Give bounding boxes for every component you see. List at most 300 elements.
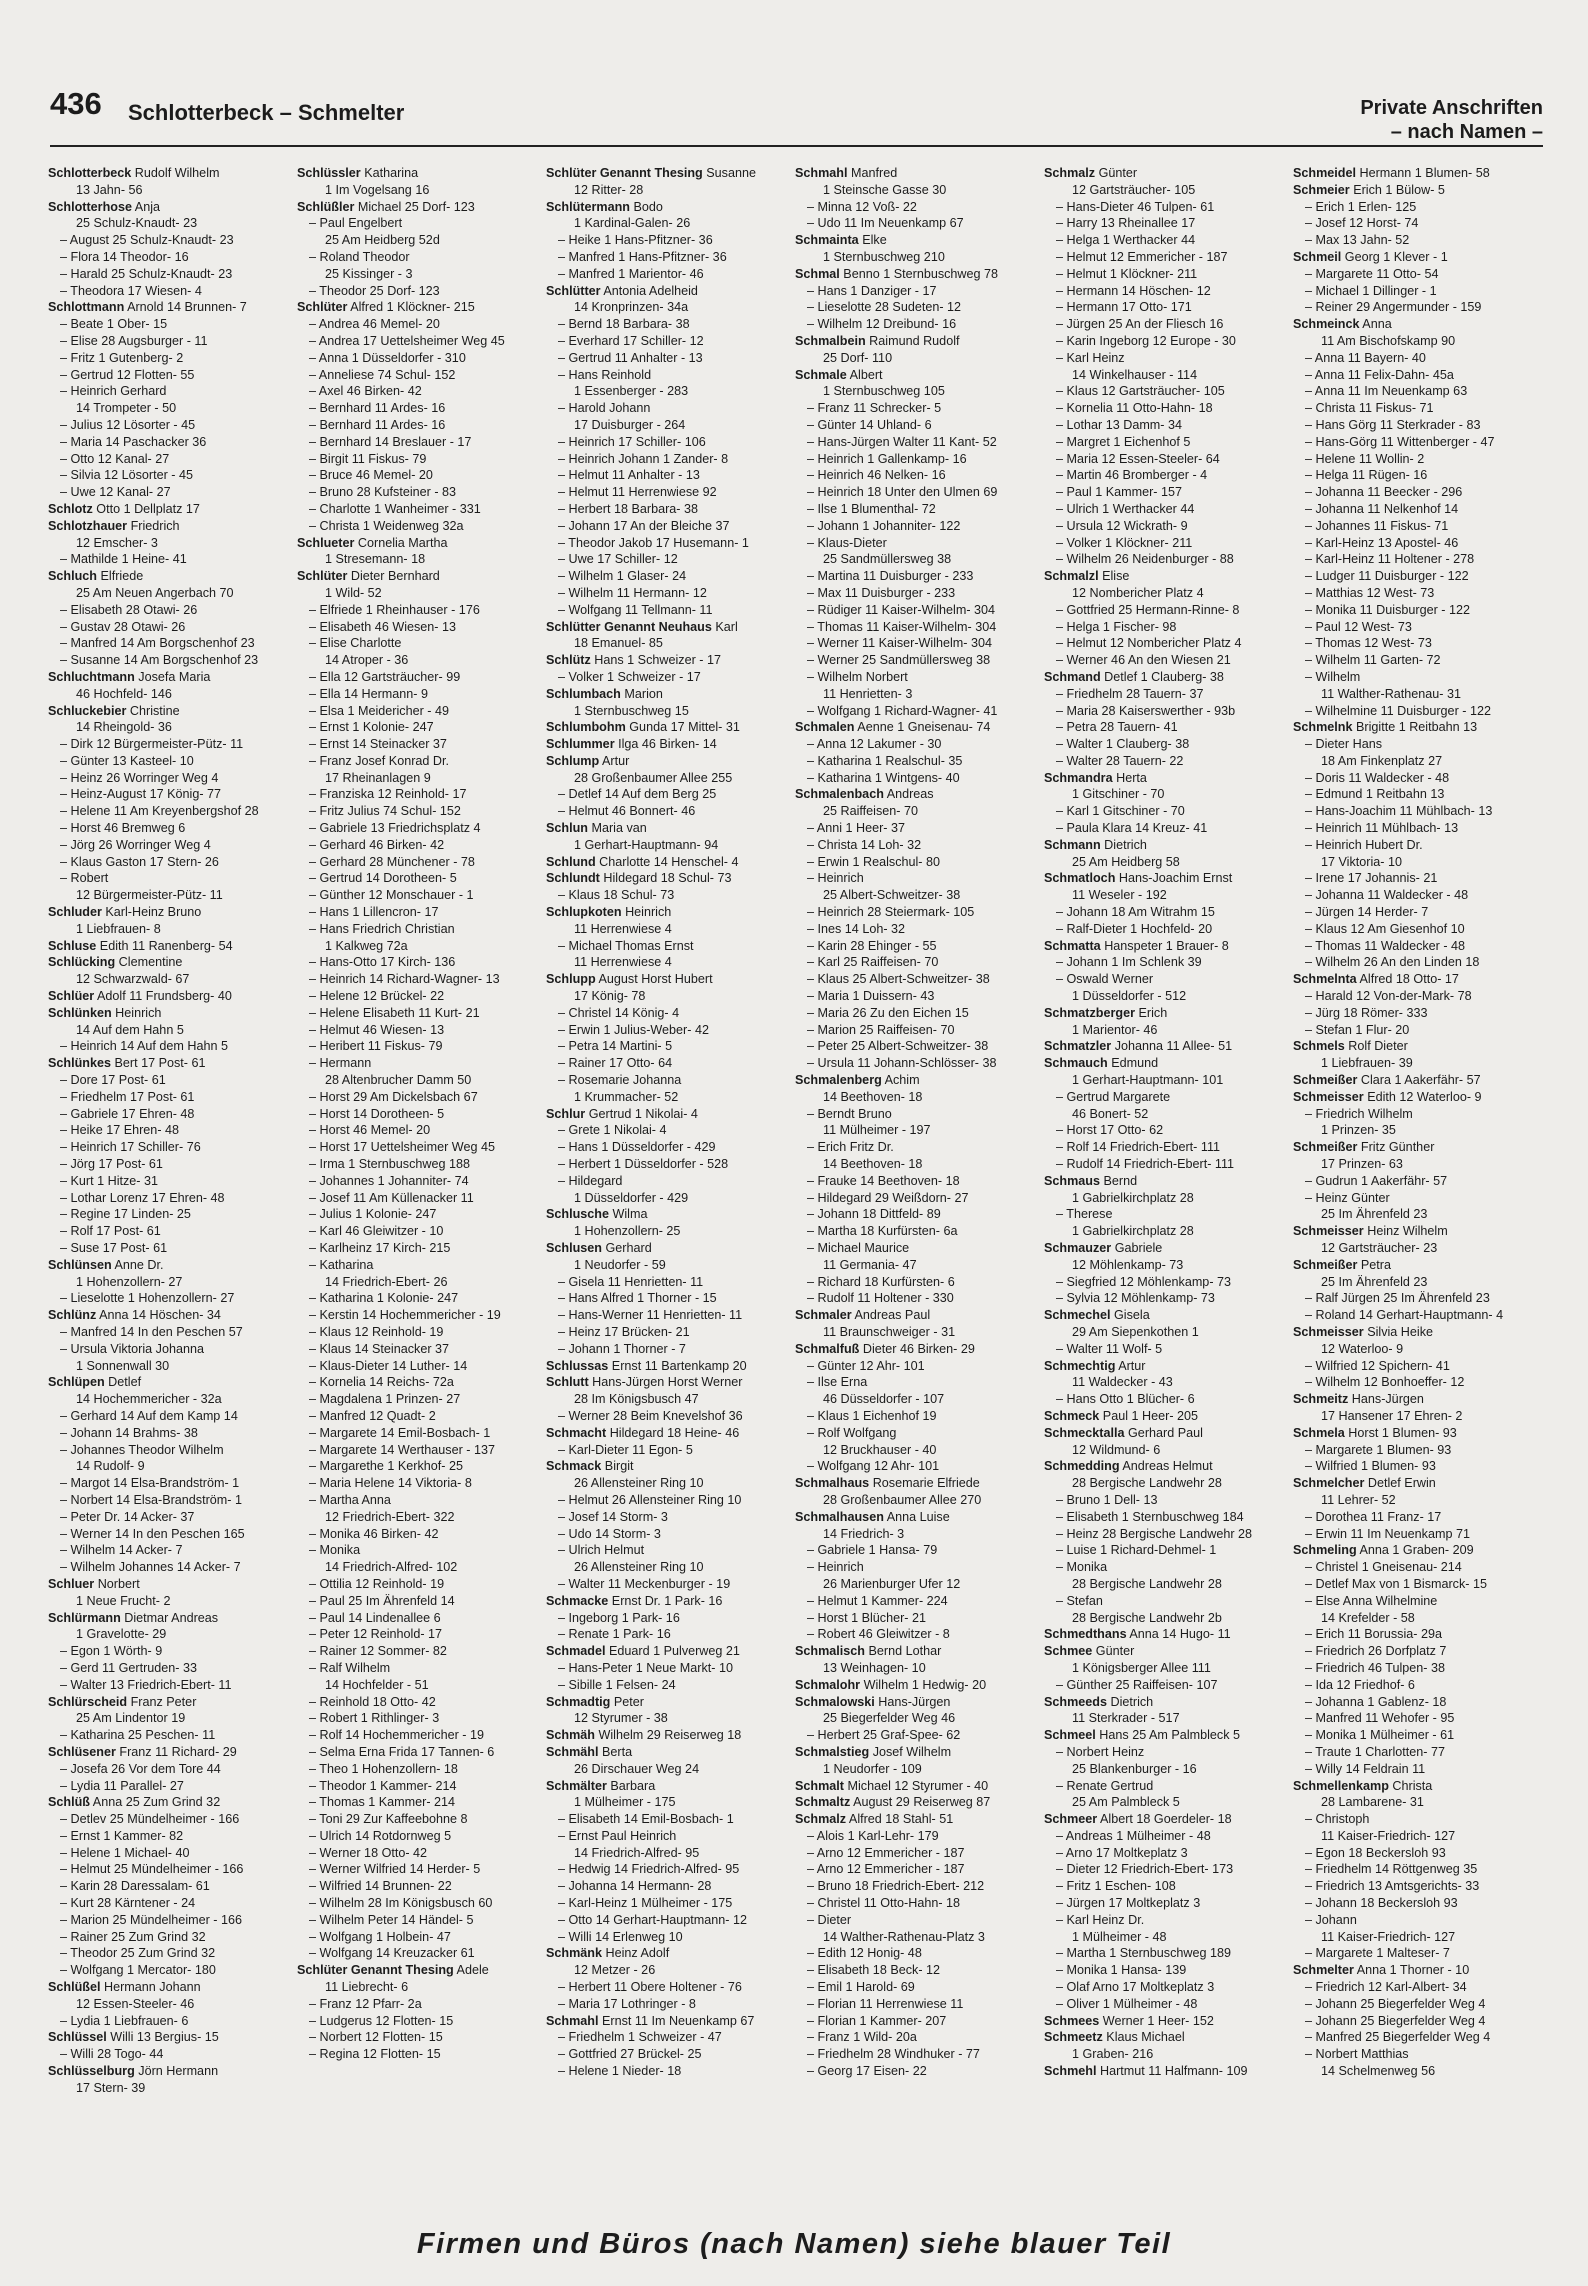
sub-entry: – Maria 28 Kaiserswerther - 93b	[1056, 703, 1236, 718]
address-line: 25 Sandmüllersweg 38	[823, 552, 952, 567]
entry-details: Antonia Adelheid	[600, 283, 698, 298]
sub-entry: – Gustav 28 Otawi- 26	[60, 619, 186, 634]
address-line: 26 Allensteiner Ring 10	[574, 1476, 704, 1491]
sub-entry: – Jürgen 14 Herder- 7	[1305, 905, 1429, 920]
surname: Schlumbach	[546, 686, 621, 701]
sub-entry: – Erich 1 Erlen- 125	[1305, 199, 1417, 214]
sub-entry: – Walter 11 Wolf- 5	[1056, 1341, 1163, 1356]
sub-entry: – Matthias 12 West- 73	[1305, 585, 1435, 600]
sub-entry: – Regina 12 Flotten- 15	[309, 2047, 441, 2062]
sub-entry: – Herbert 25 Graf-Spee- 62	[807, 1728, 961, 1743]
sub-entry: – Anni 1 Heer- 37	[807, 821, 906, 836]
sub-entry: – Johann	[1305, 1912, 1357, 1927]
sub-entry: – Ralf Wilhelm	[309, 1660, 391, 1675]
surname: Schmale	[795, 367, 847, 382]
sub-entry: – Karl-Heinz 11 Holtener - 278	[1305, 552, 1475, 567]
entry-details: Cornelia Martha	[354, 535, 448, 550]
sub-entry: – Mathilde 1 Heine- 41	[60, 552, 187, 567]
surname-entry	[1044, 1643, 1287, 1660]
sub-entry: – Heike 17 Ehren- 48	[60, 1123, 180, 1138]
sub-entry: – Hermann 17 Otto- 171	[1056, 300, 1192, 315]
sub-entry: – Heinrich 17 Schiller- 76	[60, 1140, 201, 1155]
sub-entry: – Heinrich 1 Gallenkamp- 16	[807, 451, 967, 466]
address-line: 11 Germania- 47	[823, 1257, 917, 1272]
entry-details: Albert 18 Goerdeler- 18	[1097, 1812, 1232, 1827]
surname: Schmalfuß	[795, 1341, 860, 1356]
sub-entry: – Karin Ingeborg 12 Europe - 30	[1056, 333, 1236, 348]
sub-entry: – Kornelia 14 Reichs- 72a	[309, 1375, 454, 1390]
sub-entry: – Ulrich 1 Werthacker 44	[1056, 501, 1195, 516]
sub-entry: – Hans Reinhold	[558, 367, 652, 382]
surname-entry	[48, 2063, 291, 2080]
surname: Schlünz	[48, 1308, 97, 1323]
sub-entry: – Paul 12 West- 73	[1305, 619, 1412, 634]
sub-entry: – Maria Helene 14 Viktoria- 8	[309, 1476, 472, 1491]
surname: Schmalbein	[795, 333, 866, 348]
sub-entry: – Helene 1 Nieder- 18	[558, 2064, 682, 2079]
address-line: 1 Hohenzollern- 25	[574, 1224, 681, 1239]
entry-details: Wilhelm 1 Hedwig- 20	[860, 1677, 987, 1692]
sub-entry: – Katharina	[309, 1257, 374, 1272]
address-line: 11 Liebrecht- 6	[325, 1980, 409, 1995]
sub-entry: – Rüdiger 11 Kaiser-Wilhelm- 304	[807, 602, 996, 617]
entry-details: Benno 1 Sternbuschweg 78	[839, 266, 999, 281]
entry-details: Anna 14 Höschen- 34	[96, 1308, 221, 1323]
surname: Schlur	[546, 1106, 586, 1121]
surname: Schluckebier	[48, 703, 127, 718]
page-header	[50, 80, 1543, 145]
sub-entry: – Klaus 14 Steinacker 37	[309, 1341, 450, 1356]
surname: Schlüß	[48, 1795, 90, 1810]
surname: Schlusen	[546, 1241, 602, 1255]
sub-entry: – Josef 11 Am Küllenacker 11	[309, 1190, 474, 1205]
sub-entry: – Horst 46 Bremweg 6	[60, 821, 186, 836]
sub-entry: – Petra 28 Tauern- 41	[1056, 720, 1178, 735]
sub-entry: – Max 13 Jahn- 52	[1305, 233, 1410, 248]
sub-entry: – Gabriele 1 Hansa- 79	[807, 1543, 938, 1558]
surname: Schmähl	[546, 1744, 599, 1759]
sub-entry: – Heinrich	[807, 1560, 864, 1575]
sub-entry: – Hans Alfred 1 Thorner - 15	[558, 1291, 717, 1306]
surname-entry	[795, 333, 1038, 350]
address-line: 28 Lambarene- 31	[1321, 1795, 1424, 1810]
surname-entry	[546, 1358, 789, 1375]
address-line: 12 Möhlenkamp- 73	[1072, 1257, 1184, 1272]
sub-entry: – Hermann 14 Höschen- 12	[1056, 283, 1211, 298]
entry-details: Christa	[1388, 1778, 1433, 1793]
entry-details: Friedrich	[127, 518, 180, 533]
surname-entry	[795, 719, 1038, 736]
address-line: 14 Friedrich- 3	[823, 1526, 905, 1541]
sub-entry: – Jürgen 17 Moltkeplatz 3	[1056, 1896, 1201, 1911]
surname: Schlottmann	[48, 300, 125, 315]
sub-entry: – Katharina 1 Kolonie- 247	[309, 1291, 459, 1306]
sub-entry: – Kurt 1 Hitze- 31	[60, 1173, 158, 1188]
address-line: 12 Friedrich-Ebert- 322	[325, 1509, 455, 1524]
surname: Schmalenberg	[795, 1073, 882, 1088]
surname: Schmacke	[546, 1593, 609, 1608]
surname: Schlutt	[546, 1375, 589, 1390]
surname: Schlueter	[297, 535, 355, 550]
sub-entry: – Horst 17 Uettelsheimer Weg 45	[309, 1140, 495, 1155]
surname: Schmeißer	[1293, 1140, 1358, 1155]
entry-details: Otto 1 Dellplatz 17	[92, 501, 200, 516]
sub-entry: – Maria 1 Duissern- 43	[807, 989, 935, 1004]
sub-entry: – Irene 17 Johannis- 21	[1305, 871, 1438, 886]
surname-entry	[546, 1778, 789, 1795]
surname: Schmalz	[1044, 166, 1096, 180]
address-line: 1 Krummacher- 52	[574, 1089, 679, 1104]
sub-entry: – Oliver 1 Mülheimer - 48	[1056, 1996, 1198, 2011]
address-line: 1 Neudorfer - 59	[574, 1257, 666, 1272]
entry-details: Adolf 11 Frundsberg- 40	[94, 989, 232, 1004]
surname-entry	[1044, 568, 1287, 585]
surname-entry	[546, 165, 789, 182]
entry-details: Arnold 14 Brunnen- 7	[124, 300, 247, 315]
address-line: 1 Sternbuschweg 105	[823, 384, 945, 399]
surname-entry	[1293, 1542, 1536, 1559]
sub-entry: – Helene 1 Michael- 40	[60, 1845, 190, 1860]
sub-entry: – Heinz 17 Brücken- 21	[558, 1324, 690, 1339]
sub-entry: – Otto 12 Kanal- 27	[60, 451, 170, 466]
sub-entry: – Johanna 14 Hermann- 28	[558, 1879, 712, 1894]
sub-entry: – Christel 11 Otto-Hahn- 18	[807, 1896, 961, 1911]
entry-details: Birgit	[601, 1459, 634, 1474]
sub-entry: – Edmund 1 Reitbahn 13	[1305, 787, 1445, 802]
address-line: 25 Blankenburger - 16	[1072, 1761, 1197, 1776]
surname: Schmeisser	[1293, 1324, 1364, 1339]
surname-entry	[546, 736, 789, 753]
surname: Schmeitz	[1293, 1392, 1349, 1407]
sub-entry: – Udo 14 Storm- 3	[558, 1526, 661, 1541]
sub-entry: – Andreas 1 Mülheimer - 48	[1056, 1828, 1211, 1843]
address-line: 1 Mülheimer - 175	[574, 1795, 676, 1810]
sub-entry: – Heinrich Hubert Dr.	[1305, 837, 1423, 852]
sub-entry: – Hildegard 29 Weißdorn- 27	[807, 1190, 969, 1205]
address-line: 28 Im Königsbusch 47	[574, 1392, 699, 1407]
sub-entry: – Ludger 11 Duisburger - 122	[1305, 569, 1469, 584]
sub-entry: – Rolf 17 Post- 61	[60, 1224, 161, 1239]
surname-entry	[1293, 1778, 1536, 1795]
sub-entry: – Katharina 1 Realschul- 35	[807, 753, 963, 768]
surname-entry	[297, 199, 540, 216]
surname-entry	[1293, 316, 1536, 333]
address-line: 26 Allensteiner Ring 10	[574, 1560, 704, 1575]
surname-entry	[1044, 1173, 1287, 1190]
entry-details: Gunda 17 Mittel- 31	[625, 720, 740, 735]
entry-details: Günter	[1095, 166, 1138, 180]
sub-entry: – Josefa 26 Vor dem Tore 44	[60, 1761, 221, 1776]
address-line: 14 Hochfelder - 51	[325, 1677, 429, 1692]
sub-entry: – Wilfried 14 Brunnen- 22	[309, 1879, 452, 1894]
sub-entry: – Katharina 25 Peschen- 11	[60, 1728, 216, 1743]
address-line: 14 Auf dem Hahn 5	[76, 1022, 184, 1037]
surname-entry	[48, 199, 291, 216]
surname: Schlütermann	[546, 199, 630, 214]
sub-entry: – Helmut 11 Herrenwiese 92	[558, 485, 717, 500]
sub-entry: – Wilhelm 11 Garten- 72	[1305, 653, 1441, 668]
address-line: 25 Raiffeisen- 70	[823, 804, 918, 819]
sub-entry: – Ulrich 14 Rotdornweg 5	[309, 1828, 452, 1843]
sub-entry: – Robert	[60, 871, 109, 886]
sub-entry: – Dirk 12 Bürgermeister-Pütz- 11	[60, 737, 244, 752]
sub-entry: – Edith 12 Honig- 48	[807, 1946, 922, 1961]
sub-entry: – Stefan	[1056, 1593, 1103, 1608]
surname-entry	[1044, 1626, 1287, 1643]
surname: Schlüter	[297, 300, 348, 315]
sub-entry: – Friedrich Wilhelm	[1305, 1106, 1413, 1121]
sub-entry: – Ernst 14 Steinacker 37	[309, 737, 447, 752]
surname-entry	[546, 283, 789, 300]
directory-column	[1293, 165, 1542, 2195]
sub-entry: – Johann 18 Beckersloh 93	[1305, 1896, 1458, 1911]
surname: Schmeidel	[1293, 166, 1356, 180]
sub-entry: – Wilhelm	[1305, 669, 1361, 684]
entry-details: Franz Peter	[127, 1694, 197, 1709]
surname-entry	[48, 1744, 291, 1761]
address-line: 14 Rudolf- 9	[76, 1459, 145, 1474]
address-line: 1 Prinzen- 35	[1321, 1123, 1396, 1138]
sub-entry: – Roland Theodor	[309, 249, 410, 264]
sub-entry: – Manfred 11 Wehofer - 95	[1305, 1711, 1455, 1726]
address-line: 11 Am Bischofskamp 90	[1321, 333, 1456, 348]
entry-details: Elke	[858, 233, 887, 248]
sub-entry: – Luise 1 Richard-Dehmel- 1	[1056, 1543, 1217, 1558]
sub-entry: – Susanne 14 Am Borgschenhof 23	[60, 653, 259, 668]
sub-entry: – Magdalena 1 Prinzen- 27	[309, 1392, 461, 1407]
surname-entry	[1044, 669, 1287, 686]
surname: Schlüßel	[48, 1980, 101, 1995]
surname-entry	[795, 786, 1038, 803]
sub-entry: – Christoph	[1305, 1812, 1370, 1827]
address-line: 14 Walther-Rathenau-Platz 3	[823, 1929, 985, 1944]
entry-details: Rudolf Wilhelm	[131, 166, 220, 180]
sub-entry: – Johann 1 Johanniter- 122	[807, 518, 961, 533]
entry-details: Hanspeter 1 Brauer- 8	[1100, 938, 1229, 953]
sub-entry: – Gottfried 27 Brückel- 25	[558, 2047, 702, 2062]
sub-entry: – Max 11 Duisburger - 233	[807, 585, 956, 600]
surname: Schmand	[1044, 669, 1101, 684]
entry-details: Marion	[620, 686, 663, 701]
section-title-line2: – nach Namen –	[1390, 121, 1543, 143]
surname-entry	[1044, 2013, 1287, 2030]
surname-entry	[1044, 1727, 1287, 1744]
surname-entry	[546, 854, 789, 871]
address-line: 1 Gerhart-Hauptmann- 94	[574, 837, 719, 852]
sub-entry: – Ida 12 Friedhof- 6	[1305, 1677, 1415, 1692]
address-line: 1 Sonnenwall 30	[76, 1358, 170, 1373]
entry-details: Achim	[881, 1073, 920, 1088]
sub-entry: – Klaus-Dieter	[807, 535, 887, 550]
sub-entry: – Johann 1 Thorner - 7	[558, 1341, 686, 1356]
surname: Schmatta	[1044, 938, 1101, 953]
sub-entry: – Peter 12 Reinhold- 17	[309, 1627, 443, 1642]
surname: Schmehl	[1044, 2064, 1097, 2079]
surname: Schmeier	[1293, 182, 1350, 197]
address-line: 12 Bürgermeister-Pütz- 11	[76, 888, 223, 903]
sub-entry: – Maria 26 Zu den Eichen 15	[807, 1005, 969, 1020]
surname: Schmalstieg	[795, 1744, 870, 1759]
surname-entry	[546, 1206, 789, 1223]
surname-entry	[1044, 1694, 1287, 1711]
surname: Schluchtmann	[48, 669, 135, 684]
sub-entry: – Wilhelm 11 Hermann- 12	[558, 585, 707, 600]
entry-details: Hermann 1 Blumen- 58	[1356, 166, 1490, 180]
entry-details: Barbara	[606, 1778, 656, 1793]
sub-entry: – Wolfgang 12 Ahr- 101	[807, 1459, 940, 1474]
surname: Schmela	[1293, 1425, 1345, 1440]
sub-entry: – Herbert 11 Obere Holtener - 76	[558, 1980, 742, 1995]
sub-entry: – Franz Josef Konrad Dr.	[309, 753, 449, 768]
sub-entry: – Ella 12 Gartsträucher- 99	[309, 669, 461, 684]
sub-entry: – Bernhard 11 Ardes- 16	[309, 401, 446, 416]
sub-entry: – Oswald Werner	[1056, 972, 1154, 987]
entry-details: Alfred 1 Klöckner- 215	[347, 300, 475, 315]
surname-entry	[48, 1794, 291, 1811]
sub-entry: – Bruno 28 Kufsteiner - 83	[309, 485, 457, 500]
surname: Schlotzhauer	[48, 518, 128, 533]
address-line: 12 Emscher- 3	[76, 535, 158, 550]
surname-entry	[546, 1240, 789, 1257]
sub-entry: – Klaus 18 Schul- 73	[558, 888, 675, 903]
sub-entry: – Willy 14 Feldrain 11	[1305, 1761, 1426, 1776]
address-line: 1 Königsberger Allee 111	[1072, 1660, 1211, 1675]
entry-details: Rolf Dieter	[1344, 1039, 1408, 1054]
sub-entry: – Arno 12 Emmericher - 187	[807, 1862, 965, 1877]
address-line: 14 Friedrich-Alfred- 95	[574, 1845, 700, 1860]
surname-entry	[546, 1694, 789, 1711]
sub-entry: – Friedhelm 17 Post- 61	[60, 1089, 195, 1104]
surname: Schmeißer	[1293, 1257, 1358, 1272]
surname-entry	[795, 266, 1038, 283]
sub-entry: – Ernst Paul Heinrich	[558, 1828, 677, 1843]
sub-entry: – Margarete 14 Werthauser - 137	[309, 1442, 495, 1457]
surname-entry	[1293, 1475, 1536, 1492]
sub-entry: – Christel 1 Gneisenau- 214	[1305, 1560, 1462, 1575]
entry-details: Petra	[1357, 1257, 1392, 1272]
address-line: 14 Krefelder - 58	[1321, 1610, 1415, 1625]
surname: Schmauzer	[1044, 1241, 1112, 1255]
address-line: 14 Friedrich-Alfred- 102	[325, 1560, 458, 1575]
sub-entry: – Lothar 13 Damm- 34	[1056, 417, 1182, 432]
address-line: 14 Friedrich-Ebert- 26	[325, 1274, 448, 1289]
sub-entry: – Rudolf 14 Friedrich-Ebert- 111	[1056, 1157, 1235, 1172]
sub-entry: – Dorothea 11 Franz- 17	[1305, 1509, 1442, 1524]
address-line: 18 Emanuel- 85	[574, 636, 663, 651]
sub-entry: – Doris 11 Waldecker - 48	[1305, 770, 1450, 785]
entry-details: Wilhelm 29 Reiserweg 18	[595, 1728, 742, 1743]
surname: Schmelcher	[1293, 1476, 1365, 1491]
sub-entry: – Walter 28 Tauern- 22	[1056, 753, 1184, 768]
sub-entry: – Ernst 1 Kolonie- 247	[309, 720, 434, 735]
sub-entry: – Johann 17 An der Bleiche 37	[558, 518, 730, 533]
sub-entry: – Wilhelm Peter 14 Händel- 5	[309, 1912, 474, 1927]
sub-entry: – Lieselotte 28 Sudeten- 12	[807, 300, 962, 315]
sub-entry: – Hedwig 14 Friedrich-Alfred- 95	[558, 1862, 740, 1877]
sub-entry: – Heike 1 Hans-Pfitzner- 36	[558, 233, 713, 248]
address-line: 11 Waldecker - 43	[1072, 1375, 1173, 1390]
sub-entry: – Peter 25 Albert-Schweitzer- 38	[807, 1039, 989, 1054]
address-line: 12 Metzer - 26	[574, 1963, 656, 1978]
sub-entry: – Christa 1 Weidenweg 32a	[309, 518, 464, 533]
address-line: 14 Beethoven- 18	[823, 1089, 923, 1104]
surname-entry	[795, 1643, 1038, 1660]
entry-details: Rosemarie Elfriede	[869, 1476, 980, 1491]
sub-entry: – Karlheinz 17 Kirch- 215	[309, 1241, 451, 1255]
sub-entry: – Karl-Dieter 11 Egon- 5	[558, 1442, 693, 1457]
surname-entry	[546, 904, 789, 921]
sub-entry: – Christa 14 Loh- 32	[807, 837, 922, 852]
surname: Schlüssler	[297, 166, 361, 180]
sub-entry: – Franz 1 Wild- 20a	[807, 2030, 917, 2045]
sub-entry: – Maria 12 Essen-Steeler- 64	[1056, 451, 1220, 466]
sub-entry: – Harry 13 Rheinallee 17	[1056, 216, 1196, 231]
entry-details: Hildegard 18 Schul- 73	[599, 871, 732, 886]
surname: Schmee	[1044, 1644, 1093, 1659]
sub-entry: – Walter 11 Meckenburger - 19	[558, 1576, 731, 1591]
sub-entry: – Michael Maurice	[807, 1241, 910, 1255]
sub-entry: – Wilhelm 12 Bonhoeffer- 12	[1305, 1375, 1465, 1390]
surname: Schlütter	[546, 283, 601, 298]
sub-entry: – Helmut 12 Emmericher - 187	[1056, 249, 1228, 264]
sub-entry: – Klaus-Dieter 14 Luther- 14	[309, 1358, 468, 1373]
surname: Schlüßler	[297, 199, 355, 214]
entry-details: Ernst 11 Im Neuenkamp 67	[598, 2013, 755, 2028]
surname: Schmalisch	[795, 1644, 865, 1659]
sub-entry: – Emil 1 Harold- 69	[807, 1980, 915, 1995]
sub-entry: – Stefan 1 Flur- 20	[1305, 1022, 1410, 1037]
sub-entry: – Heinz-August 17 König- 77	[60, 787, 222, 802]
sub-entry: – Wolfgang 14 Kreuzacker 61	[309, 1946, 475, 1961]
surname: Schmalhausen	[795, 1509, 884, 1524]
sub-entry: – Grete 1 Nikolai- 4	[558, 1123, 667, 1138]
sub-entry: – Paula Klara 14 Kreuz- 41	[1056, 821, 1208, 836]
surname: Schlüer	[48, 989, 95, 1004]
address-line: 25 Am Heidberg 58	[1072, 854, 1180, 869]
surname-entry	[48, 1576, 291, 1593]
sub-entry: – Manfred 1 Hans-Pfitzner- 36	[558, 249, 727, 264]
surname-entry	[1293, 165, 1536, 182]
sub-entry: – Wilhelm 1 Glaser- 24	[558, 569, 687, 584]
sub-entry: – Ludgerus 12 Flotten- 15	[309, 2013, 454, 2028]
address-line: 25 Am Palmbleck 5	[1072, 1795, 1180, 1810]
surname-entry	[795, 1694, 1038, 1711]
sub-entry: – Jürgen 25 An der Fliesch 16	[1056, 317, 1224, 332]
sub-entry: – Helmut 12 Nombericher Platz 4	[1056, 636, 1242, 651]
address-line: 1 Sternbuschweg 15	[574, 703, 689, 718]
sub-entry: – Erich Fritz Dr.	[807, 1140, 894, 1155]
sub-entry: – Franz 12 Pfarr- 2a	[309, 1996, 422, 2011]
sub-entry: – Wolfgang 11 Tellmann- 11	[558, 602, 713, 617]
sub-entry: – Dieter Hans	[1305, 737, 1382, 752]
surname-entry	[546, 870, 789, 887]
sub-entry: – Hans Otto 1 Blücher- 6	[1056, 1392, 1195, 1407]
surname: Schmalzl	[1044, 569, 1099, 584]
surname-entry	[48, 1005, 291, 1022]
entry-details: Werner 1 Heer- 152	[1099, 2013, 1214, 2028]
sub-entry: – Elisabeth 14 Emil-Bosbach- 1	[558, 1812, 734, 1827]
surname-entry	[1044, 770, 1287, 787]
entry-details: Adele	[453, 1963, 489, 1978]
sub-entry: – Detlef Max von 1 Bismarck- 15	[1305, 1576, 1487, 1591]
sub-entry: – Marion 25 Mündelheimer - 166	[60, 1912, 243, 1927]
sub-entry: – Johanna 11 Nelkenhof 14	[1305, 501, 1459, 516]
sub-entry: – Günter 13 Kasteel- 10	[60, 753, 194, 768]
surname: Schlütter Genannt Neuhaus	[546, 619, 712, 634]
surname: Schlotterbeck	[48, 166, 132, 180]
surname-entry	[48, 1257, 291, 1274]
surname: Schmeil	[1293, 249, 1342, 264]
